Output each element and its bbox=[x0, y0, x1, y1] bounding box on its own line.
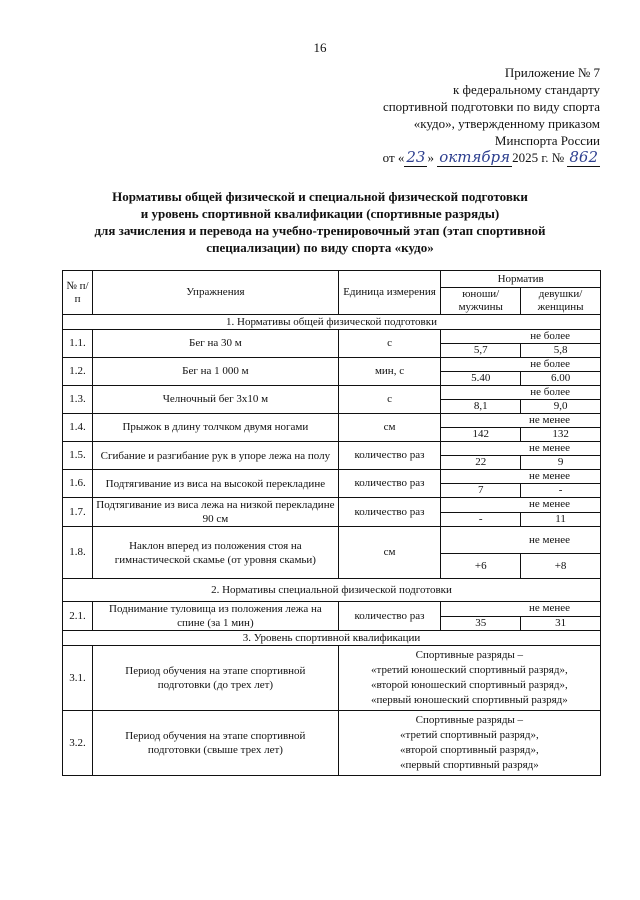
row-num: 1.1. bbox=[63, 330, 93, 358]
value-boys: - bbox=[441, 512, 521, 527]
value-boys: 8,1 bbox=[441, 400, 521, 414]
row-num: 3.1. bbox=[63, 646, 93, 711]
table-row bbox=[63, 470, 601, 484]
value-girls: +8 bbox=[521, 554, 601, 579]
qualification-cell bbox=[338, 711, 600, 776]
value-boys: 5.40 bbox=[441, 372, 521, 386]
table-row bbox=[63, 527, 601, 554]
row-condition: не менее bbox=[441, 470, 601, 484]
table-row bbox=[63, 358, 601, 372]
title-line-4: специализации) по виду спорта «кудо» bbox=[206, 240, 434, 255]
qualification-line: «первый спортивный разряд» bbox=[399, 759, 539, 771]
header-boys: юноши/ мужчины bbox=[441, 288, 521, 315]
appendix-line-3: спортивной подготовки по виду спорта bbox=[382, 99, 600, 114]
row-unit: количество раз bbox=[338, 602, 441, 631]
table-row bbox=[63, 442, 601, 456]
header-num: № п/п bbox=[63, 271, 93, 315]
row-unit: см bbox=[338, 527, 441, 579]
row-condition: не более bbox=[441, 386, 601, 400]
qualification-line: «третий спортивный разряд», bbox=[400, 729, 539, 741]
row-exercise: Поднимание туловища из положения лежа на спине (за 1 мин) bbox=[93, 602, 339, 631]
value-girls: 6.00 bbox=[521, 372, 601, 386]
row-exercise: Прыжок в длину толчком двумя ногами bbox=[93, 414, 339, 442]
table-header-row bbox=[63, 271, 601, 288]
qualification-line: Спортивные разряды – bbox=[415, 649, 524, 661]
row-condition: не менее bbox=[441, 527, 601, 554]
row-num: 1.7. bbox=[63, 498, 93, 527]
handwritten-day: 23 bbox=[406, 148, 426, 166]
title-line-3: для зачисления и перевода на учебно-тренировочный этап (этап спортивной bbox=[94, 223, 546, 238]
value-girls: 5,8 bbox=[521, 344, 601, 358]
table-row bbox=[63, 602, 601, 617]
value-girls: 11 bbox=[521, 512, 601, 527]
row-exercise: Наклон вперед из положения стоя на гимнастической скамье (от уровня скамьи) bbox=[93, 527, 339, 579]
value-boys: 142 bbox=[441, 428, 521, 442]
row-unit: количество раз bbox=[338, 470, 441, 498]
value-boys: 35 bbox=[441, 616, 521, 631]
section-2-title: 2. Нормативы специальной физической подготовки bbox=[63, 579, 601, 602]
qualification-line: «второй спортивный разряд», bbox=[399, 744, 539, 756]
norms-table bbox=[62, 270, 601, 776]
row-unit: количество раз bbox=[338, 498, 441, 527]
table-row bbox=[63, 711, 601, 776]
section-row bbox=[63, 631, 601, 646]
section-3-title: 3. Уровень спортивной квалификации bbox=[63, 631, 601, 646]
row-unit: мин, с bbox=[338, 358, 441, 386]
qualification-cell bbox=[338, 646, 600, 711]
appendix-line-2: к федеральному стандарту bbox=[452, 82, 600, 97]
table-row bbox=[63, 330, 601, 344]
header-unit: Единица измерения bbox=[338, 271, 441, 315]
header-norm: Норматив bbox=[441, 271, 601, 288]
value-girls: - bbox=[521, 484, 601, 498]
qualification-line: Спортивные разряды – bbox=[415, 714, 524, 726]
row-num: 1.2. bbox=[63, 358, 93, 386]
row-unit: с bbox=[338, 386, 441, 414]
table-row bbox=[63, 498, 601, 513]
header-exercise: Упражнения bbox=[93, 271, 339, 315]
header-girls: девушки/ женщины bbox=[521, 288, 601, 315]
row-condition: не более bbox=[441, 358, 601, 372]
row-unit: количество раз bbox=[338, 442, 441, 470]
appendix-line-4: «кудо», утвержденному приказом bbox=[413, 116, 600, 131]
value-boys: 5,7 bbox=[441, 344, 521, 358]
row-unit: см bbox=[338, 414, 441, 442]
row-num: 1.3. bbox=[63, 386, 93, 414]
row-exercise: Челночный бег 3х10 м bbox=[93, 386, 339, 414]
appendix-title: Приложение № 7 bbox=[504, 65, 600, 80]
row-exercise: Период обучения на этапе спортивной подготовки (до трех лет) bbox=[93, 646, 339, 711]
value-boys: +6 bbox=[441, 554, 521, 579]
row-exercise: Подтягивание из виса на высокой перекладине bbox=[93, 470, 339, 498]
qualification-line: «третий юношеский спортивный разряд», bbox=[371, 664, 568, 676]
row-exercise: Бег на 30 м bbox=[93, 330, 339, 358]
date-prefix: от « bbox=[382, 150, 405, 165]
handwritten-month: октября bbox=[439, 148, 511, 166]
table-row bbox=[63, 414, 601, 428]
table-row bbox=[63, 646, 601, 711]
row-num: 3.2. bbox=[63, 711, 93, 776]
row-exercise: Сгибание и разгибание рук в упоре лежа на полу bbox=[93, 442, 339, 470]
value-boys: 22 bbox=[441, 456, 521, 470]
section-1-title: 1. Нормативы общей физической подготовки bbox=[63, 315, 601, 330]
row-num: 1.8. bbox=[63, 527, 93, 579]
document-title bbox=[40, 188, 600, 256]
qualification-line: «второй юношеский спортивный разряд», bbox=[370, 679, 568, 691]
handwritten-order-number: 862 bbox=[569, 148, 598, 166]
value-girls: 31 bbox=[521, 616, 601, 631]
row-condition: не менее bbox=[441, 414, 601, 428]
value-girls: 9 bbox=[521, 456, 601, 470]
appendix-line-5: Минспорта России bbox=[494, 133, 600, 148]
section-row bbox=[63, 315, 601, 330]
row-num: 2.1. bbox=[63, 602, 93, 631]
row-condition: не менее bbox=[441, 442, 601, 456]
row-condition: не более bbox=[441, 330, 601, 344]
row-exercise: Период обучения на этапе спортивной подготовки (свыше трех лет) bbox=[93, 711, 339, 776]
value-girls: 9,0 bbox=[521, 400, 601, 414]
page-number: 16 bbox=[313, 40, 327, 55]
row-unit: с bbox=[338, 330, 441, 358]
table-row bbox=[63, 386, 601, 400]
row-num: 1.5. bbox=[63, 442, 93, 470]
appendix-block bbox=[300, 64, 600, 166]
qualification-line: «первый юношеский спортивный разряд» bbox=[370, 694, 568, 706]
row-exercise: Подтягивание из виса лежа на низкой перекладине 90 см bbox=[93, 498, 339, 527]
row-condition: не менее bbox=[441, 498, 601, 513]
row-num: 1.4. bbox=[63, 414, 93, 442]
year-text: 2025 г. № bbox=[512, 150, 565, 165]
order-date-line bbox=[300, 149, 600, 166]
row-condition: не менее bbox=[441, 602, 601, 617]
title-line-1: Нормативы общей физической и специальной физической подготовки bbox=[112, 189, 528, 204]
row-num: 1.6. bbox=[63, 470, 93, 498]
section-row bbox=[63, 579, 601, 602]
value-girls: 132 bbox=[521, 428, 601, 442]
title-line-2: и уровень спортивной квалификации (спортивные разряды) bbox=[140, 206, 500, 221]
date-day-suffix: » bbox=[427, 150, 434, 165]
row-exercise: Бег на 1 000 м bbox=[93, 358, 339, 386]
value-boys: 7 bbox=[441, 484, 521, 498]
